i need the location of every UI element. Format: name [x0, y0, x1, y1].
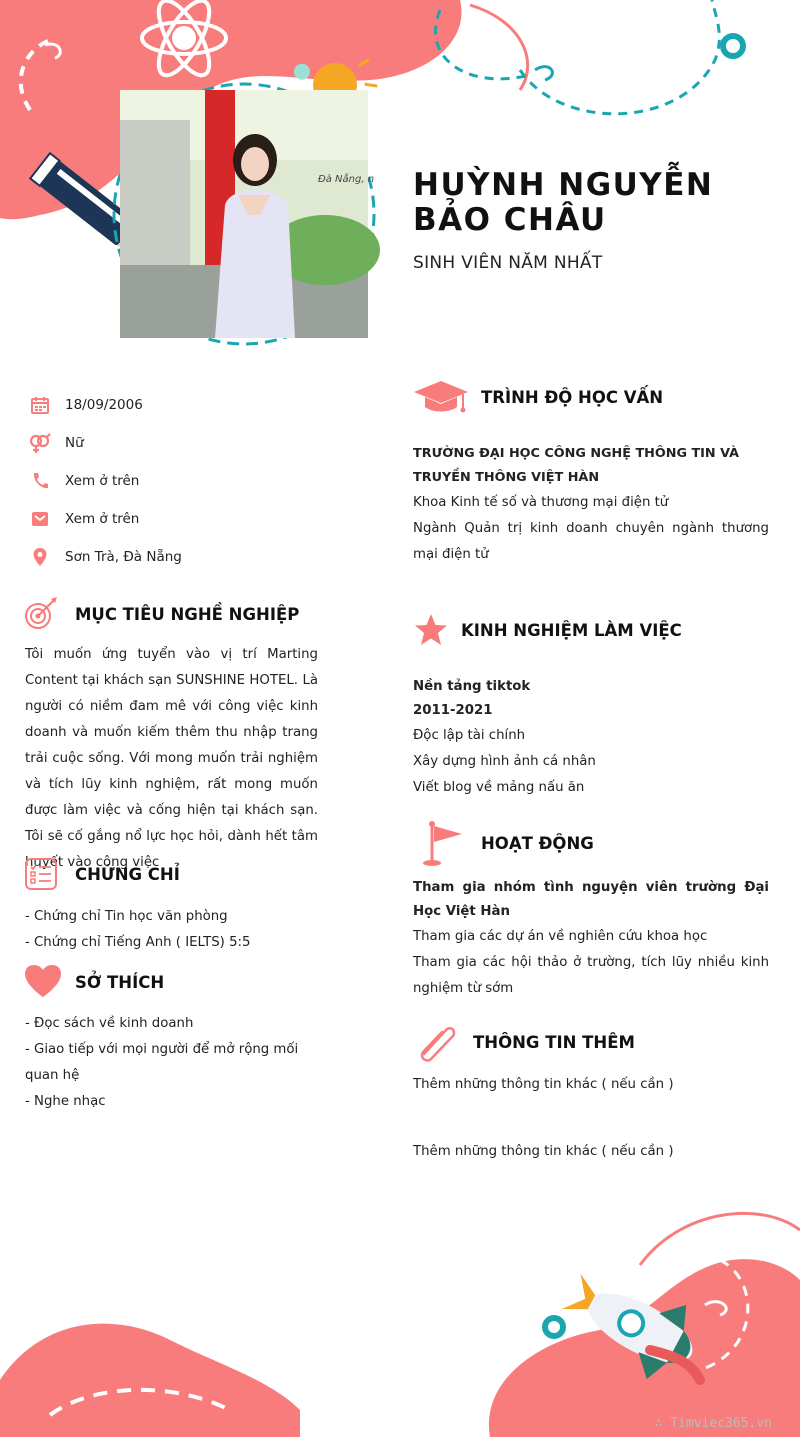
profile-photo: [120, 90, 375, 338]
hobby-item: - Đọc sách về kinh doanh: [25, 1016, 194, 1031]
phone-icon: [28, 469, 52, 493]
candidate-name: HUỲNH NGUYỄN BẢO CHÂU: [413, 167, 714, 238]
ring-decoration: [545, 1318, 563, 1336]
contact-email: [28, 500, 328, 538]
flag-icon: [420, 820, 464, 866]
contact-birthday: [28, 386, 328, 424]
watermark: ∴ Timviec365.vn: [654, 1416, 772, 1431]
address-text: Sơn Trà, Đà Nẵng: [65, 549, 182, 565]
heart-icon: [24, 964, 62, 1000]
gender-icon: [28, 431, 52, 455]
experience-title: KINH NGHIỆM LÀM VIỆC: [461, 620, 682, 640]
experience-item: Độc lập tài chính: [413, 728, 526, 743]
experience-item: Viết blog về mảng nấu ăn: [413, 780, 585, 795]
extra-details: [413, 1072, 769, 1165]
calendar-icon: [28, 393, 52, 417]
activities-header: [420, 820, 594, 866]
bottom-decoration: [0, 1200, 800, 1437]
checklist-icon: [24, 857, 58, 891]
certificates-title: CHỨNG CHỈ: [75, 864, 180, 884]
hobbies-title: SỞ THÍCH: [75, 972, 165, 992]
phone-text: Xem ở trên: [65, 473, 140, 489]
star-icon: [413, 612, 449, 648]
objective-title: MỤC TIÊU NGHỀ NGHIỆP: [75, 604, 300, 624]
contact-list: [28, 386, 328, 576]
paperclip-icon: [416, 1022, 458, 1062]
graduation-cap-icon: [413, 379, 469, 415]
activity-headline: Tham gia nhóm tình nguyện viên trường Đại Học Việt Hàn: [413, 880, 769, 919]
education-details: [413, 442, 769, 568]
education-header: [413, 379, 663, 415]
email-text: Xem ở trên: [65, 511, 140, 527]
objective-header: [24, 596, 299, 632]
objective-text: Tôi muốn ứng tuyển vào vị trí Marting Content tại khách sạn SUNSHINE HOTEL. Là người có niềm đam mê với công việc kinh doanh và muốn kiếm thêm thu nhập trang trải cuộc sống. Với mong muốn trải nghiệm và tích lũy kinh nghiệm, rất mong muốn được làm việc và cống hiện tại khách sạn. Tôi sẽ cố gắng nổ lực học hỏi, dành hết tâm huyết vào công việc: [25, 647, 318, 870]
gender-text: Nữ: [65, 435, 84, 451]
experience-period: 2011-2021: [413, 703, 493, 718]
hobbies-list: [25, 1011, 320, 1115]
activity-item: Tham gia các dự án về nghiên cứu khoa học: [413, 929, 708, 944]
education-title: TRÌNH ĐỘ HỌC VẤN: [481, 387, 664, 407]
experience-details: [413, 675, 769, 801]
major-text: Ngành Quản trị kinh doanh chuyên ngành thương mại điện tử: [413, 521, 769, 562]
certificate-item: - Chứng chỉ Tiếng Anh ( IELTS) 5:5: [25, 935, 251, 950]
faculty-text: Khoa Kinh tế số và thương mại điện tử: [413, 495, 669, 510]
certificates-list: [25, 904, 325, 956]
hobbies-header: [24, 964, 164, 1000]
birthday-text: 18/09/2006: [65, 397, 143, 413]
contact-address: [28, 538, 328, 576]
profile-photo-frame: [110, 80, 378, 348]
certificate-item: - Chứng chỉ Tin học văn phòng: [25, 909, 228, 924]
contact-phone: [28, 462, 328, 500]
certificates-header: [24, 857, 180, 891]
extra-item: Thêm những thông tin khác ( nếu cần ): [413, 1144, 674, 1159]
email-icon: [28, 507, 52, 531]
school-name: TRƯỜNG ĐẠI HỌC CÔNG NGHỆ THÔNG TIN VÀ TRUYỀN THÔNG VIỆT HÀN: [413, 446, 740, 485]
extra-title: THÔNG TIN THÊM: [473, 1032, 635, 1052]
candidate-title: SINH VIÊN NĂM NHẤT: [413, 253, 603, 273]
activity-item: Tham gia các hội thảo ở trường, tích lũy nhiều kinh nghiệm từ sớm: [413, 955, 769, 996]
photo-sign-text: Đà Nẵng, n: [318, 174, 375, 185]
location-pin-icon: [28, 545, 52, 569]
target-icon: [24, 596, 60, 632]
activities-details: [413, 876, 769, 1002]
hobby-item: - Giao tiếp với mọi người để mở rộng mối quan hệ: [25, 1042, 299, 1083]
contact-gender: [28, 424, 328, 462]
hobby-item: - Nghe nhạc: [25, 1094, 106, 1109]
ring-decoration: [723, 36, 743, 56]
activities-title: HOẠT ĐỘNG: [481, 833, 594, 853]
experience-header: [413, 612, 682, 648]
company-name: Nền tảng tiktok: [413, 679, 531, 694]
experience-item: Xây dựng hình ảnh cá nhân: [413, 754, 596, 769]
extra-item: Thêm những thông tin khác ( nếu cần ): [413, 1077, 674, 1092]
extra-header: [416, 1022, 635, 1062]
